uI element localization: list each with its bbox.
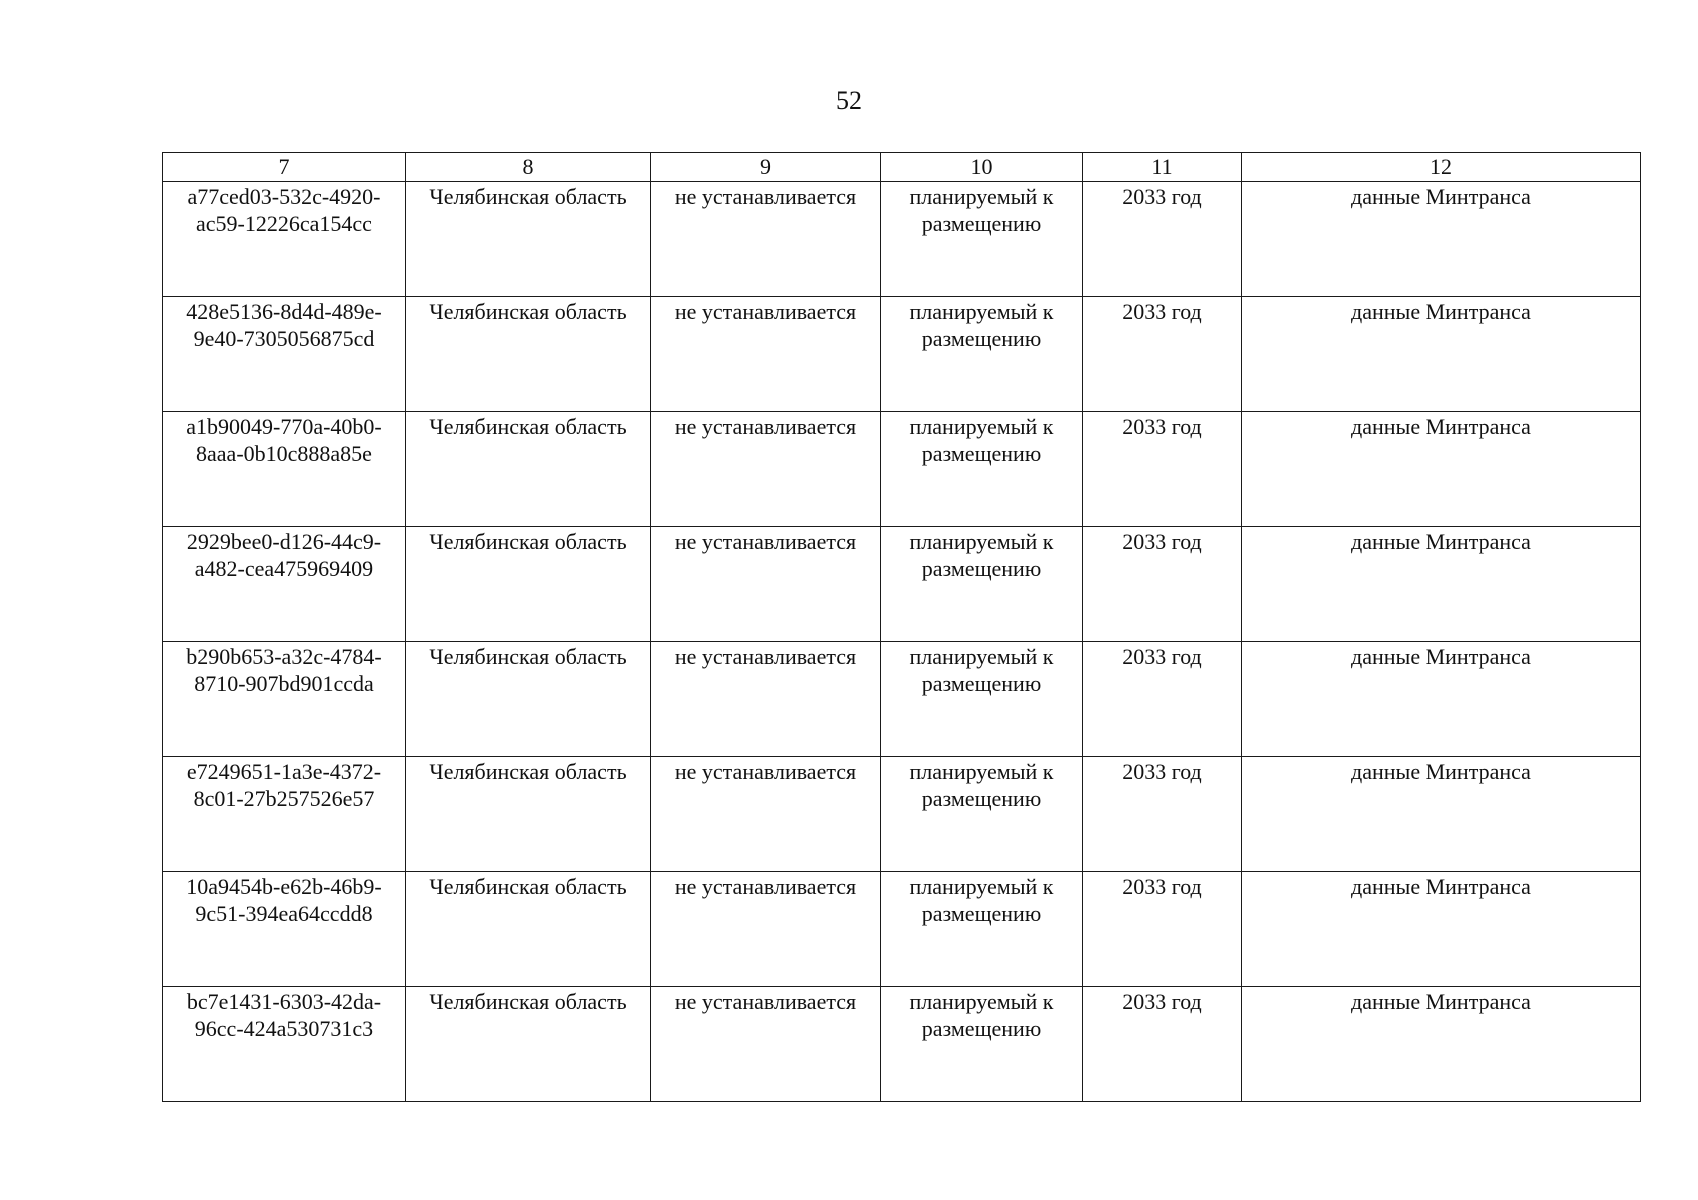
cell-source <box>1242 297 1641 412</box>
cell-region-text: Челябинская область <box>429 414 627 439</box>
cell-region <box>406 987 651 1102</box>
page-number: 52 <box>836 86 862 115</box>
cell-zone-text: не устанавливается <box>674 529 857 554</box>
cell-region-text: Челябинская область <box>429 989 627 1014</box>
cell-zone <box>651 182 881 297</box>
cell-status <box>881 757 1083 872</box>
cell-source-text: данные Минтранса <box>1351 644 1531 669</box>
cell-status <box>881 182 1083 297</box>
cell-source <box>1242 872 1641 987</box>
cell-id <box>163 987 406 1102</box>
cell-region <box>406 757 651 872</box>
cell-id <box>163 297 406 412</box>
cell-id-text: 10a9454b-e62b-46b9-9c51-394ea64ccdd8 <box>186 874 382 926</box>
column-header-12: 12 <box>1242 153 1641 182</box>
cell-source-text: данные Минтранса <box>1351 874 1531 899</box>
cell-status-text: планируемый к размещению <box>909 414 1054 466</box>
cell-status-text: планируемый к размещению <box>909 874 1054 926</box>
cell-zone-text: не устанавливается <box>674 414 857 439</box>
cell-region-text: Челябинская область <box>429 644 627 669</box>
column-header-8: 8 <box>406 153 651 182</box>
table-row <box>163 182 1641 297</box>
cell-year-text: 2033 год <box>1122 759 1202 784</box>
cell-year <box>1083 872 1242 987</box>
cell-status <box>881 872 1083 987</box>
cell-id <box>163 182 406 297</box>
cell-year <box>1083 987 1242 1102</box>
cell-id-text: b290b653-a32c-4784-8710-907bd901ccda <box>186 644 382 696</box>
cell-source-text: данные Минтранса <box>1351 759 1531 784</box>
cell-year-text: 2033 год <box>1122 989 1202 1014</box>
cell-source <box>1242 412 1641 527</box>
cell-status-text: планируемый к размещению <box>909 989 1054 1041</box>
cell-source <box>1242 987 1641 1102</box>
table-row <box>163 872 1641 987</box>
cell-region-text: Челябинская область <box>429 759 627 784</box>
cell-zone <box>651 527 881 642</box>
cell-id <box>163 412 406 527</box>
cell-region-text: Челябинская область <box>429 874 627 899</box>
column-header-10: 10 <box>881 153 1083 182</box>
cell-id <box>163 757 406 872</box>
table-row <box>163 757 1641 872</box>
cell-status <box>881 297 1083 412</box>
cell-id <box>163 642 406 757</box>
cell-status-text: планируемый к размещению <box>909 759 1054 811</box>
table-row <box>163 527 1641 642</box>
cell-id-text: 428e5136-8d4d-489e-9e40-7305056875cd <box>186 299 382 351</box>
cell-region-text: Челябинская область <box>429 529 627 554</box>
cell-status <box>881 642 1083 757</box>
table-row <box>163 642 1641 757</box>
cell-id-text: e7249651-1a3e-4372-8c01-27b257526e57 <box>186 759 382 811</box>
table-header-row <box>163 153 1641 182</box>
cell-id <box>163 527 406 642</box>
column-header-7: 7 <box>163 153 406 182</box>
cell-region-text: Челябинская область <box>429 184 627 209</box>
cell-id-text: bc7e1431-6303-42da-96cc-424a530731c3 <box>186 989 382 1041</box>
cell-zone-text: не устанавливается <box>674 184 857 209</box>
cell-status-text: планируемый к размещению <box>909 184 1054 236</box>
cell-status <box>881 412 1083 527</box>
cell-region <box>406 642 651 757</box>
cell-zone-text: не устанавливается <box>674 759 857 784</box>
cell-source <box>1242 642 1641 757</box>
cell-id <box>163 872 406 987</box>
cell-zone <box>651 757 881 872</box>
cell-status-text: планируемый к размещению <box>909 299 1054 351</box>
cell-year-text: 2033 год <box>1122 299 1202 324</box>
cell-source-text: данные Минтранса <box>1351 529 1531 554</box>
column-header-11: 11 <box>1083 153 1242 182</box>
cell-status-text: планируемый к размещению <box>909 529 1054 581</box>
column-header-9: 9 <box>651 153 881 182</box>
cell-year-text: 2033 год <box>1122 644 1202 669</box>
cell-year <box>1083 412 1242 527</box>
cell-year <box>1083 757 1242 872</box>
cell-source-text: данные Минтранса <box>1351 299 1531 324</box>
cell-zone-text: не устанавливается <box>674 644 857 669</box>
cell-source <box>1242 757 1641 872</box>
cell-id-text: a77ced03-532c-4920-ac59-12226ca154cc <box>187 184 381 236</box>
cell-source-text: данные Минтранса <box>1351 989 1531 1014</box>
cell-year <box>1083 297 1242 412</box>
cell-source-text: данные Минтранса <box>1351 184 1531 209</box>
cell-id-text: 2929bee0-d126-44c9-a482-cea475969409 <box>186 529 382 581</box>
cell-year <box>1083 642 1242 757</box>
cell-year <box>1083 182 1242 297</box>
cell-region <box>406 412 651 527</box>
cell-source <box>1242 182 1641 297</box>
cell-source <box>1242 527 1641 642</box>
cell-year-text: 2033 год <box>1122 414 1202 439</box>
cell-zone-text: не устанавливается <box>674 989 857 1014</box>
table-row <box>163 297 1641 412</box>
table-row <box>163 987 1641 1102</box>
cell-region <box>406 872 651 987</box>
cell-zone <box>651 642 881 757</box>
cell-source-text: данные Минтранса <box>1351 414 1531 439</box>
cell-zone <box>651 987 881 1102</box>
cell-region-text: Челябинская область <box>429 299 627 324</box>
cell-zone <box>651 872 881 987</box>
cell-status <box>881 987 1083 1102</box>
cell-year-text: 2033 год <box>1122 529 1202 554</box>
table-row <box>163 412 1641 527</box>
cell-zone <box>651 412 881 527</box>
cell-id-text: a1b90049-770a-40b0-8aaa-0b10c888a85e <box>186 414 382 466</box>
cell-year-text: 2033 год <box>1122 184 1202 209</box>
cell-year-text: 2033 год <box>1122 874 1202 899</box>
cell-status-text: планируемый к размещению <box>909 644 1054 696</box>
cell-zone-text: не устанавливается <box>674 874 857 899</box>
cell-year <box>1083 527 1242 642</box>
cell-zone <box>651 297 881 412</box>
cell-region <box>406 297 651 412</box>
data-table <box>162 152 1641 1102</box>
cell-zone-text: не устанавливается <box>674 299 857 324</box>
cell-region <box>406 182 651 297</box>
cell-region <box>406 527 651 642</box>
cell-status <box>881 527 1083 642</box>
